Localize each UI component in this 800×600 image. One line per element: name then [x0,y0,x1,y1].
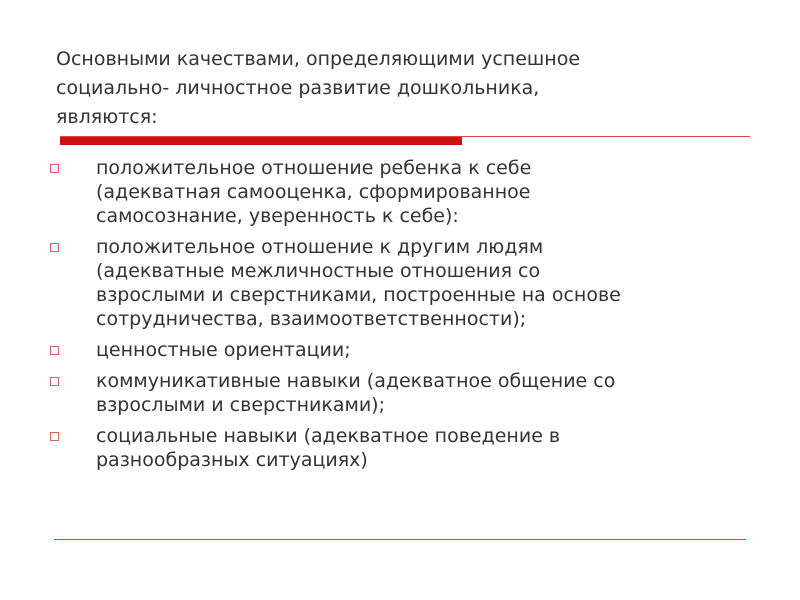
hollow-square-icon [50,243,59,252]
slide-title: Основными качествами, определяющими успешное социально- личностное развитие дошкольника, являются: [56,48,581,128]
title-accent-bar [60,137,462,145]
list-item [50,338,770,362]
hollow-square-icon [50,164,59,173]
list-item [50,424,770,472]
hollow-square-icon [50,432,59,441]
bullet-text: положительное отношение к другим людям (адекватные межличностные отношения со взрослыми и сверстниками, построенные на основе сотрудничества, взаимоответственности); [96,236,621,330]
list-item [50,369,770,417]
list-item [50,156,770,228]
bullet-list [50,156,770,479]
bullet-text: коммуникативные навыки (адекватное общение со взрослыми и сверстниками); [96,370,616,416]
bullet-text: ценностные ориентации; [96,339,351,361]
bullet-text: социальные навыки (адекватное поведение в разнообразных ситуациях) [96,425,561,471]
bullet-text: положительное отношение ребенка к себе (адекватная самооценка, сформированное самосознание, уверенность к себе): [96,157,532,227]
list-item [50,235,770,331]
hollow-square-icon [50,377,59,386]
hollow-square-icon [50,346,59,355]
footer-divider-line [54,539,746,540]
